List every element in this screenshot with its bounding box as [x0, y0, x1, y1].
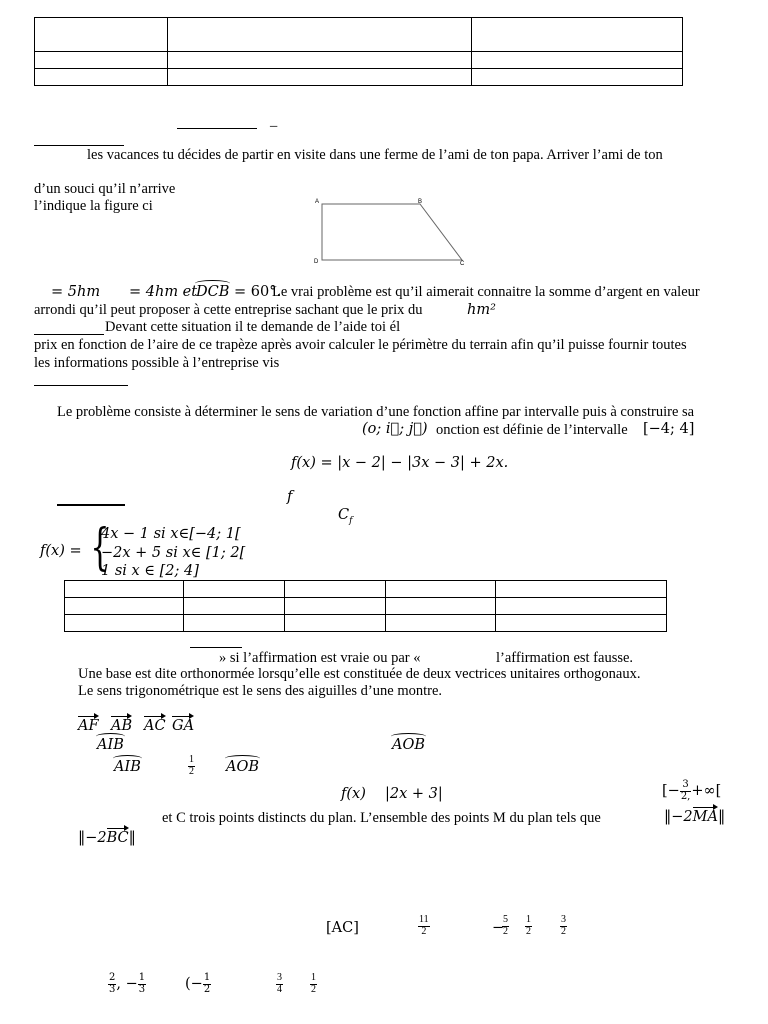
abs-fn-fx: f(x): [341, 786, 366, 802]
label-a: A: [315, 199, 320, 205]
segment-ac: [AC]: [326, 920, 359, 936]
abs-fn-expr: |2x + 3|: [385, 786, 443, 802]
rule: [57, 504, 125, 506]
rule: [34, 385, 128, 386]
piecewise-case-1: 4x − 1 si x∈[−4; 1[: [101, 526, 241, 542]
statement-1: Une base est dite orthonormée lorsqu’elle est constituée de deux vectrices unitaires orthogonaux.: [78, 666, 641, 682]
f-label: f: [287, 489, 293, 505]
fraction-5-2: $\frac{5}{2}$: [503, 914, 508, 937]
abs-fn-interval: [− $\frac{3}{2,}$ +∞[: [662, 779, 722, 802]
length-1: = 5hm: [51, 284, 101, 300]
function-formula: f(x) = |x − 2| − |3x − 3| + 2x.: [291, 455, 509, 471]
norm-ma: ‖−2MA‖: [664, 809, 726, 825]
header-table: [34, 17, 683, 86]
fraction-1-2: $\frac{1}{2}$: [526, 914, 531, 937]
problem-line-1: Le problème consiste à déterminer le sens de variation d’une fonction affine par intervalle puis à construire sa: [57, 404, 695, 420]
problem-line-2: onction est définie de l’intervalle: [436, 422, 628, 438]
label-d: D: [314, 259, 319, 265]
piecewise-case-3: 1 si x ∈ [2; 4]: [101, 563, 199, 579]
rule: [177, 128, 257, 129]
piecewise-lhs: f(x) =: [40, 543, 82, 559]
angle-aib: AIB: [97, 737, 124, 753]
rule: [190, 647, 242, 648]
fraction-11-2: $\frac{11}{2}$: [419, 914, 429, 937]
unit-hm2: hm²: [467, 302, 496, 318]
situation-line-8: les informations possible à l’entreprise vis: [34, 355, 280, 371]
label-c: C: [460, 261, 465, 266]
situation-line-5: arrondi qu’il peut proposer à cette entreprise sachant que le prix du: [34, 302, 423, 318]
situation-line-2: d’un souci qu’il n’arrive: [34, 181, 176, 197]
fraction-half: $\frac{1}{2}$: [189, 754, 194, 777]
angle-value: = 60°.: [234, 284, 282, 300]
bottom-paren-fraction: (− $\frac{1}{2}$: [185, 972, 211, 995]
situation-line-3: l’indique la figure ci: [34, 198, 153, 214]
angle-aob-2: AOB: [226, 759, 260, 775]
norm-bc: ‖−2BC‖: [78, 830, 136, 846]
situation-line-7: prix en fonction de l’aire de ce trapèze après avoir calculer le périmètre du terrain afin qu’il puisse fournir toutes: [34, 337, 687, 353]
dash: –: [270, 118, 278, 134]
vector-af: AF: [78, 718, 99, 734]
trapezoid-figure: [310, 194, 470, 266]
situation-line-6: Devant cette situation il te demande de l’aide toi él: [105, 319, 401, 335]
cf-label: $C_f$: [338, 507, 353, 526]
rule: [34, 334, 104, 335]
minus-sign: −: [492, 920, 505, 936]
vrai-faux-intro: » si l’affirmation est vraie ou par «: [219, 650, 421, 666]
domain-interval: [−4; 4]: [643, 421, 695, 437]
angle-dcb: DCB: [196, 284, 230, 300]
statement-2: Le sens trigonométrique est le sens des aiguilles d’une montre.: [78, 683, 443, 699]
vector-ga: GA: [172, 718, 195, 734]
variation-table: [64, 580, 667, 632]
angle-aib-2: AIB: [114, 759, 141, 775]
piecewise-case-2: −2x + 5 si x∈ [1; 2[: [101, 545, 246, 561]
vector-ab: AB: [111, 718, 133, 734]
angle-aob: AOB: [392, 737, 426, 753]
situation-line-1: les vacances tu décides de partir en visite dans une ferme de l’ami de ton papa. Arriver l’ami de ton: [87, 147, 663, 163]
fraction-3-4: $\frac{3}{4}$: [277, 972, 282, 995]
piecewise-brace: {: [90, 518, 110, 576]
vrai-faux-intro-2: l’affirmation est fausse.: [496, 650, 634, 666]
length-2: = 4hm et: [129, 284, 198, 300]
bottom-fractions: $\frac{2}{3}$ , − $\frac{1}{3}$: [109, 972, 146, 995]
repere: (o; i⃗; j⃗): [362, 421, 428, 437]
fraction-3-2: $\frac{3}{2}$: [561, 914, 566, 937]
label-b: B: [418, 199, 423, 205]
rule: [34, 145, 124, 146]
fraction-1-2-bottom: $\frac{1}{2}$: [311, 972, 316, 995]
vector-ac: AC: [144, 718, 166, 734]
points-text: et C trois points distincts du plan. L’ensemble des points M du plan tels que: [162, 810, 601, 826]
situation-line-4: Le vrai problème est qu’il aimerait connaitre la somme d’argent en valeur: [272, 284, 700, 300]
